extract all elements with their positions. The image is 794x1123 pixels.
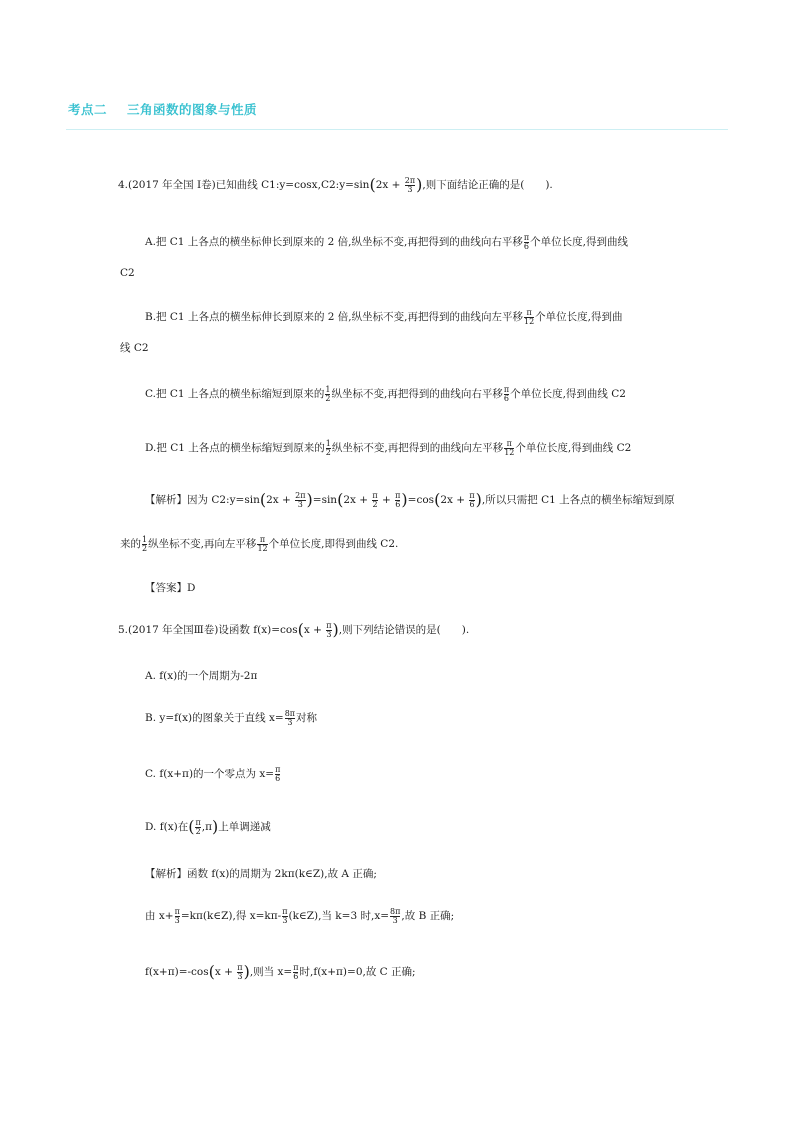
paren-open: (: [297, 620, 304, 639]
fraction: [372, 492, 377, 509]
q5-option-c-text: C. f(x+π)的一个零点为 x=: [145, 768, 275, 780]
q4-option-b: [145, 307, 623, 327]
paren-close: ): [243, 962, 250, 981]
paren-open: (: [188, 817, 195, 836]
fraction-den: 3: [405, 185, 415, 194]
fraction-num: π: [293, 962, 299, 972]
q5-stem-arg: x +: [303, 624, 326, 636]
q4-option-a-text: A.把 C1 上各点的横坐标伸长到原来的 2 倍,纵坐标不变,再把得到的曲线向右平移: [145, 236, 523, 248]
fraction-den: 2: [195, 826, 201, 836]
q4-stem-text-3: 2:y=sin: [328, 179, 370, 191]
fraction-den: 3: [390, 916, 400, 925]
fraction-num: π: [469, 490, 475, 500]
q4-analysis-arg: 2x +: [343, 494, 372, 506]
fraction: [293, 964, 298, 981]
fraction: [504, 440, 514, 457]
fraction-den: 6: [293, 971, 299, 981]
paren-open: (: [337, 490, 344, 509]
q5-analysis-text: ,故 B 正确;: [401, 910, 455, 922]
fraction: [325, 386, 330, 403]
q4-analysis: [145, 490, 675, 510]
q5-option-d-mid: ,π: [201, 821, 212, 833]
fraction-num: π: [506, 438, 512, 448]
q4-analysis-line-2: [120, 534, 398, 554]
fraction: [195, 819, 200, 836]
fraction-den: 12: [257, 543, 268, 553]
q4-option-d-tail: 个单位长度,得到曲线 C2: [515, 442, 632, 454]
q4-option-a: [145, 232, 628, 252]
fraction-num: π: [326, 620, 332, 630]
fraction-num: 2π: [404, 175, 416, 185]
fraction: [142, 536, 147, 553]
fraction-den: 3: [295, 500, 305, 509]
q5-option-b-text: B. y=f(x)的图象关于直线 x=: [145, 712, 284, 724]
fraction: [390, 908, 400, 925]
q4-option-a-wrap: C2: [120, 267, 135, 279]
q4-option-d: [145, 438, 631, 458]
fraction: [326, 622, 331, 639]
paren-open: (: [259, 490, 267, 509]
q4-answer: 【答案】D: [145, 582, 196, 594]
fraction-num: π: [174, 906, 180, 916]
q4-option-c-tail: 个单位长度,得到曲线 C2: [510, 388, 626, 400]
q5-option-d-tail: 上单调递减: [218, 821, 271, 833]
paren-close: ): [306, 490, 313, 509]
section-divider: [66, 129, 728, 130]
fraction-num: π: [395, 490, 401, 500]
fraction-den: 12: [504, 447, 515, 457]
q4-stem-text-2: 1:y=cosx,C: [269, 179, 329, 191]
fraction-num: π: [237, 962, 243, 972]
q5-option-b: [145, 708, 317, 728]
paren-close: ): [416, 175, 423, 194]
q4-option-a-tail: 个单位长度,得到曲线: [530, 236, 628, 248]
fraction: [282, 908, 287, 925]
q5-analysis-text: 由 x+: [145, 910, 174, 922]
fraction-den: 2: [372, 499, 378, 509]
fraction-den: 2: [325, 393, 331, 403]
fraction: [237, 964, 242, 981]
fraction-num: π: [195, 817, 201, 827]
q4-option-c-text: C.把 C1 上各点的横坐标缩短到原来的: [145, 388, 325, 400]
fraction-den: 6: [523, 241, 530, 251]
q4-analysis-text: 个单位长度,即得到曲线 C2.: [268, 538, 399, 550]
fraction-den: 3: [282, 915, 288, 925]
fraction: [175, 908, 180, 925]
fraction-den: 12: [523, 316, 535, 326]
fraction: [395, 492, 400, 509]
q5-stem-tail: ,则下列结论错误的是( ).: [338, 624, 470, 636]
q5-analysis-text: ,则当 x=: [249, 966, 293, 978]
fraction-num: 1: [325, 438, 331, 448]
fraction: [275, 766, 280, 783]
q4-analysis-tail: ,所以只需把 C1 上各点的横坐标缩短到原: [481, 494, 675, 506]
fraction-den: 3: [174, 915, 180, 925]
q5-analysis-line-2: [145, 906, 454, 926]
fraction-den: 3: [285, 718, 295, 727]
fraction-num: π: [523, 232, 530, 242]
fraction-den: 6: [469, 499, 475, 509]
q4-option-b-tail: 个单位长度,得到曲: [535, 311, 623, 323]
fraction-num: 8π: [390, 906, 401, 916]
q5-analysis-line-3: [145, 962, 416, 982]
q5-option-a: A. f(x)的一个周期为-2π: [145, 670, 258, 682]
fraction-num: π: [259, 534, 266, 544]
fraction: [524, 234, 529, 251]
fraction-den: 2: [325, 447, 331, 457]
fraction: [405, 177, 415, 194]
q4-option-b-text: B.把 C1 上各点的横坐标伸长到原来的 2 倍,纵坐标不变,再把得到的曲线向左平移: [145, 311, 523, 323]
q4-analysis-arg: 2x +: [440, 494, 469, 506]
fraction-num: 2π: [295, 490, 306, 500]
q4-option-c-mid: 纵坐标不变,再把得到的曲线向右平移: [331, 388, 503, 400]
q5-option-d: [145, 817, 271, 837]
fraction: [504, 386, 509, 403]
q4-analysis-eq: =cos: [407, 494, 435, 506]
fraction: [295, 492, 305, 509]
q5-analysis-arg: x +: [214, 966, 237, 978]
q5-option-d-text: D. f(x)在: [145, 821, 189, 833]
paren-close: ): [401, 490, 408, 509]
q5-analysis-text: =kπ(k∈Z),得 x=kπ-: [180, 910, 282, 922]
q4-option-d-text: D.把 C1 上各点的横坐标缩短到原来的: [145, 442, 325, 454]
fraction-num: π: [282, 906, 288, 916]
q4-stem: [118, 175, 553, 195]
section-label: 考点二: [68, 102, 108, 117]
fraction-num: 1: [142, 534, 148, 544]
q5-analysis-text: 时,f(x+π)=0,故 C 正确;: [299, 966, 416, 978]
fraction-num: π: [503, 384, 510, 394]
fraction: [326, 440, 331, 457]
fraction-num: π: [372, 490, 378, 500]
q4-analysis-text: 纵坐标不变,再向左平移: [148, 538, 257, 550]
q4-analysis-eq: =sin: [312, 494, 338, 506]
q5-analysis-text: (k∈Z),当 k=3 时,x=: [288, 910, 390, 922]
fraction-den: 3: [326, 629, 332, 639]
q4-stem-text-1: 4.(2017 年全国 Ⅰ卷)已知曲线 C: [118, 179, 270, 191]
q5-stem: [118, 620, 469, 640]
q5-analysis-text: f(x+π)=-cos: [145, 966, 209, 978]
q4-option-c: [145, 384, 626, 404]
section-heading: 三角函数的图象与性质: [127, 102, 258, 117]
q5-stem-text: 5.(2017 年全国Ⅲ卷)设函数 f(x)=cos: [118, 624, 298, 636]
fraction-den: 2: [142, 543, 148, 553]
fraction-num: π: [526, 307, 532, 317]
paren-close: ): [475, 490, 482, 509]
fraction: [469, 492, 474, 509]
fraction: [524, 309, 534, 326]
plus-sign: +: [378, 494, 395, 506]
paren-open: (: [369, 175, 376, 194]
q4-option-b-wrap: 线 C2: [120, 342, 149, 354]
q5-option-c: [145, 764, 281, 784]
fraction-den: 3: [237, 971, 243, 981]
fraction-den: 6: [395, 499, 401, 509]
q4-analysis-arg: 2x +: [266, 494, 295, 506]
fraction: [285, 710, 295, 727]
paren-open: (: [434, 490, 441, 509]
section-title: [68, 100, 257, 118]
q4-option-d-mid: 纵坐标不变,再把得到的曲线向左平移: [331, 442, 504, 454]
fraction-num: 8π: [284, 708, 296, 718]
paren-close: ): [212, 817, 219, 836]
fraction-den: 6: [503, 393, 509, 403]
paren-close: ): [332, 620, 339, 639]
fraction: [257, 536, 267, 553]
fraction-num: 1: [325, 384, 331, 394]
fraction-den: 6: [275, 773, 281, 783]
q4-stem-tail: ,则下面结论正确的是( ).: [422, 179, 553, 191]
q4-analysis-head: 【解析】因为 C2:y=sin: [145, 494, 260, 506]
q5-option-b-tail: 对称: [296, 712, 318, 724]
q4-analysis-text: 来的: [120, 538, 141, 550]
fraction-num: π: [275, 764, 281, 774]
q5-analysis-line-1: 【解析】函数 f(x)的周期为 2kπ(k∈Z),故 A 正确;: [145, 868, 377, 880]
q4-stem-arg: 2x +: [375, 179, 404, 191]
paren-open: (: [208, 962, 215, 981]
